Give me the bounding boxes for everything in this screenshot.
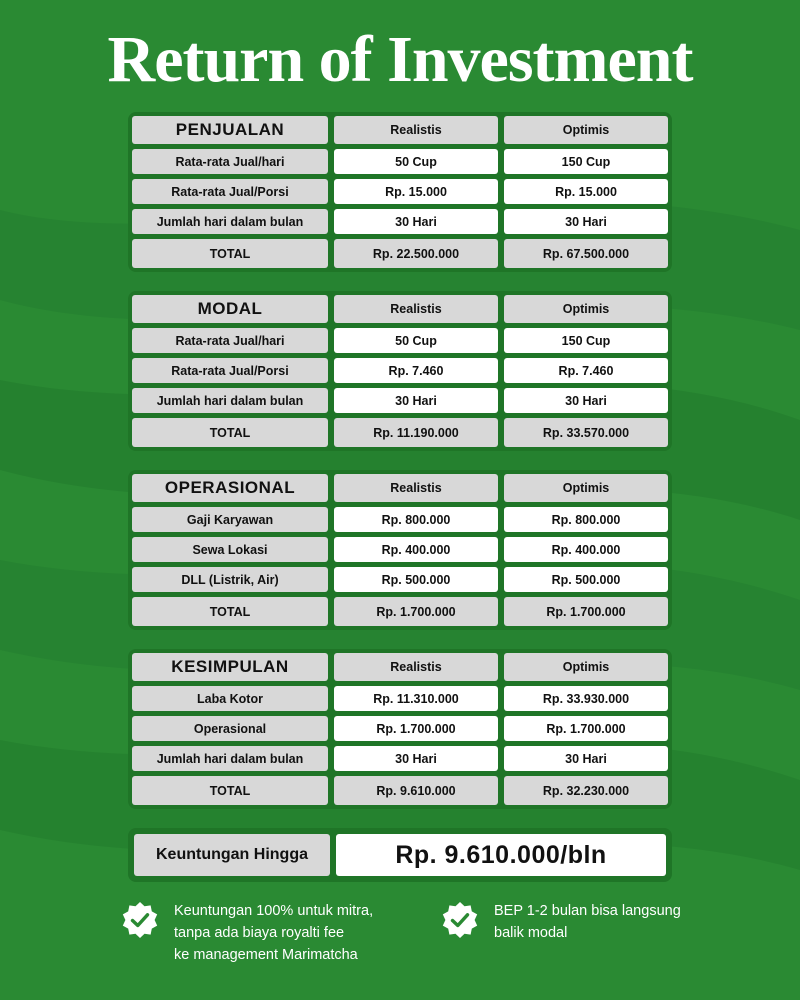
value-realistis: 30 Hari [334,746,498,771]
table-row [132,746,668,771]
note-line: Keuntungan 100% untuk mitra, [174,903,374,919]
check-badge-icon [440,900,480,940]
value-optimis: 150 Cup [504,328,668,353]
table-row [132,567,668,592]
value-optimis: Rp. 1.700.000 [504,716,668,741]
value-optimis: 30 Hari [504,388,668,413]
row-label: Laba Kotor [132,686,328,711]
section-operasional [128,470,672,630]
value-optimis: 150 Cup [504,149,668,174]
section-heading: MODAL [132,295,328,323]
note-line: tanpa ada biaya royalti fee [174,925,345,941]
profit-value: Rp. 9.610.000/bln [336,834,666,876]
column-header-optimis: Optimis [504,474,668,502]
value-optimis: Rp. 400.000 [504,537,668,562]
table-row [132,507,668,532]
total-optimis: Rp. 33.570.000 [504,418,668,447]
table-row [132,686,668,711]
total-row [132,239,668,268]
check-badge-icon [120,900,160,940]
value-realistis: 50 Cup [334,149,498,174]
column-header-realistis: Realistis [334,116,498,144]
table-row [132,328,668,353]
row-label: Sewa Lokasi [132,537,328,562]
table-row [132,149,668,174]
value-optimis: 30 Hari [504,746,668,771]
row-label: DLL (Listrik, Air) [132,567,328,592]
profit-label: Keuntungan Hingga [134,834,330,876]
value-realistis: 30 Hari [334,209,498,234]
total-label: TOTAL [132,776,328,805]
note-text [494,900,681,944]
row-label: Gaji Karyawan [132,507,328,532]
row-label: Rata-rata Jual/Porsi [132,358,328,383]
table-row [132,209,668,234]
value-optimis: Rp. 33.930.000 [504,686,668,711]
column-header-optimis: Optimis [504,116,668,144]
row-label: Rata-rata Jual/hari [132,149,328,174]
value-optimis: Rp. 15.000 [504,179,668,204]
value-realistis: 50 Cup [334,328,498,353]
total-optimis: Rp. 32.230.000 [504,776,668,805]
section-header [132,295,668,323]
total-row [132,776,668,805]
note-text [174,900,373,966]
total-realistis: Rp. 11.190.000 [334,418,498,447]
value-optimis: Rp. 500.000 [504,567,668,592]
column-header-realistis: Realistis [334,295,498,323]
total-label: TOTAL [132,597,328,626]
section-kesimpulan [128,649,672,809]
row-label: Jumlah hari dalam bulan [132,209,328,234]
value-optimis: 30 Hari [504,209,668,234]
value-optimis: Rp. 800.000 [504,507,668,532]
total-optimis: Rp. 67.500.000 [504,239,668,268]
section-header [132,474,668,502]
note-bep [440,900,681,944]
section-header [132,116,668,144]
value-realistis: Rp. 400.000 [334,537,498,562]
total-label: TOTAL [132,239,328,268]
total-optimis: Rp. 1.700.000 [504,597,668,626]
note-line: ke management Marimatcha [174,947,358,963]
value-realistis: Rp. 15.000 [334,179,498,204]
table-row [132,388,668,413]
value-realistis: Rp. 11.310.000 [334,686,498,711]
column-header-optimis: Optimis [504,653,668,681]
total-row [132,418,668,447]
section-heading: PENJUALAN [132,116,328,144]
value-optimis: Rp. 7.460 [504,358,668,383]
column-header-realistis: Realistis [334,474,498,502]
value-realistis: Rp. 7.460 [334,358,498,383]
total-label: TOTAL [132,418,328,447]
page-title: Return of Investment [107,23,693,96]
table-row [132,716,668,741]
row-label: Jumlah hari dalam bulan [132,746,328,771]
note-line: balik modal [494,925,568,941]
row-label: Rata-rata Jual/hari [132,328,328,353]
value-realistis: Rp. 1.700.000 [334,716,498,741]
section-heading: OPERASIONAL [132,474,328,502]
section-header [132,653,668,681]
table-row [132,537,668,562]
section-modal [128,291,672,451]
row-label: Jumlah hari dalam bulan [132,388,328,413]
value-realistis: Rp. 500.000 [334,567,498,592]
value-realistis: Rp. 800.000 [334,507,498,532]
total-realistis: Rp. 9.610.000 [334,776,498,805]
section-penjualan [128,112,672,272]
value-realistis: 30 Hari [334,388,498,413]
total-realistis: Rp. 22.500.000 [334,239,498,268]
row-label: Rata-rata Jual/Porsi [132,179,328,204]
note-line: BEP 1-2 bulan bisa langsung [494,903,681,919]
total-realistis: Rp. 1.700.000 [334,597,498,626]
column-header-optimis: Optimis [504,295,668,323]
profit-summary [128,828,672,882]
table-row [132,179,668,204]
total-row [132,597,668,626]
row-label: Operasional [132,716,328,741]
note-royalty [120,900,373,966]
column-header-realistis: Realistis [334,653,498,681]
table-row [132,358,668,383]
section-heading: KESIMPULAN [132,653,328,681]
